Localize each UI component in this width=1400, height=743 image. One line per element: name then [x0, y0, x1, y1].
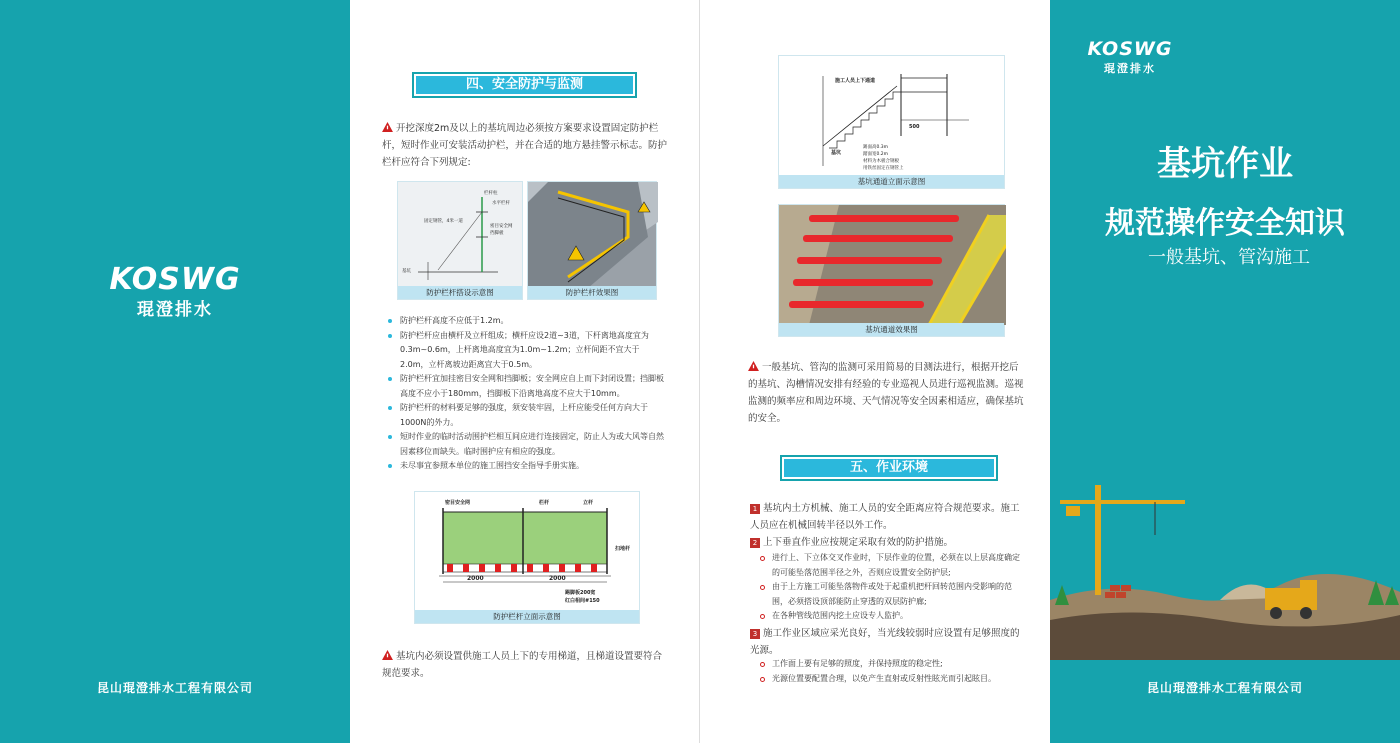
label-fixing: 用铁丝固定在钢管上	[863, 166, 904, 171]
env-item-2-details	[758, 551, 1026, 624]
label-pit: 基坑	[402, 269, 411, 274]
label-post: 立杆	[583, 500, 594, 506]
guardrail-elevation-caption: 防护栏杆立面示意图	[415, 610, 639, 623]
label-span-1: 2000	[467, 575, 484, 582]
warning-icon	[382, 122, 393, 132]
list-item: 未尽事宜参照本单位的施工围挡安全指导手册实施。	[386, 459, 666, 474]
section-4-intro: 开挖深度2m及以上的基坑周边必须按方案要求设置固定防护栏杆，短时作业可安装活动护栏，并在合适的地方悬挂警示标志。防护栏杆应符合下列规定:	[382, 123, 668, 168]
list-item: 光源位置要配置合理，以免产生直射或反射性眩光而引起眩目。	[758, 672, 1026, 687]
logo	[1080, 38, 1180, 76]
label-sweep-bar: 扫地杆	[615, 546, 631, 552]
logo-name: 琨澄排水	[137, 300, 213, 320]
safety-panel	[350, 0, 700, 743]
env-item-3: 3 施工作业区域应采光良好，当光线较弱时应设置有足够照度的光源。	[750, 628, 1020, 656]
passage-render-drawing	[779, 205, 1006, 325]
front-cover-panel	[1050, 0, 1400, 743]
list-item: 短时作业的临时活动围护栏相互间应进行连接固定，防止人为或大风等自然因素移位而缺失。临时围护应有相应的强度。	[386, 430, 666, 459]
env-item-1: 1 基坑内土方机械、施工人员的安全距离应符合规范要求。施工人员应在机械回转半径以外工作。	[750, 503, 1020, 531]
label-kick-board: 踢脚板200宽	[565, 590, 596, 596]
guardrail-diagram-caption: 防护栏杆搭设示意图	[398, 286, 522, 299]
stairway-note: 基坑内必须设置供施工人员上下的专用梯道，且梯道设置要符合规范要求。	[382, 651, 663, 679]
guardrail-elevation	[414, 491, 640, 624]
label-pit: 基坑	[831, 150, 842, 156]
environment-panel	[700, 0, 1050, 743]
env-item-3-details	[758, 657, 1026, 686]
label-rail-post: 栏杆柱	[484, 191, 498, 196]
guardrail-render	[527, 181, 657, 300]
passage-elevation-caption: 基坑通道立面示意图	[779, 175, 1004, 188]
list-item: 由于上方施工可能坠落物件或处于起重机把杆回转范围内受影响的范围，必须搭设顶部能防止穿透的双层防护廊;	[758, 580, 1026, 609]
label-safety-net: 密目安全网	[445, 500, 471, 506]
number-3-icon: 3	[750, 629, 760, 639]
company-name: 昆山琨澄排水工程有限公司	[1146, 681, 1303, 695]
logo-mark: KOSWG	[109, 262, 241, 297]
section-4-title: 四、安全防护与监测	[412, 72, 637, 98]
logo-mark: KOSWG	[1087, 38, 1173, 60]
label-material: 材料为木板合钢板	[863, 159, 899, 164]
guardrail-rules	[386, 314, 666, 474]
list-item: 防护栏杆的材料要足够的强度，须安装牢固，上杆应能受任何方向大于1000N的外力。	[386, 401, 666, 430]
logo	[100, 262, 250, 320]
label-toe-board: 挡脚板	[490, 231, 504, 236]
guardrail-diagram	[397, 181, 523, 300]
logo-name: 琨澄排水	[1104, 62, 1156, 75]
list-item: 在各种管线范围内挖土应设专人监护。	[758, 609, 1026, 624]
guardrail-render-caption: 防护栏杆效果图	[528, 286, 656, 299]
back-cover-panel	[0, 0, 350, 743]
list-item: 防护栏杆应由横杆及立杆组成；横杆应设2道~3道，下杆离地高度宜为0.3m~0.6m，上杆离地高度宜为1.0m~1.2m；立杆间距不宜大于2.0m，立杆离坡边距离宜大于0.5m。	[386, 329, 666, 373]
passage-render	[778, 204, 1005, 337]
monitoring-note: 一般基坑、管沟的监测可采用简易的目测法进行，根据开挖后的基坑、沟槽情况安排有经验的专业巡视人员进行巡视监测。巡视监测的频率应和周边环境、天气情况等安全因素相适应，确保基坑的安全。	[748, 362, 1024, 424]
number-1-icon: 1	[750, 504, 760, 514]
label-riser: 踢面高0.3m	[863, 145, 889, 150]
passage-elevation	[778, 55, 1005, 189]
warning-icon	[382, 650, 393, 660]
guardrail-elevation-drawing	[415, 492, 641, 612]
cover-title: 基坑作业	[1157, 144, 1293, 184]
label-safety-net: 密目安全网	[490, 224, 513, 229]
warning-icon	[748, 361, 759, 371]
list-item: 防护栏杆宜加挂密目安全网和挡脚板；安全网应自上而下封闭设置；挡脚板高度不应小于180mm，挡脚板下沿离地高度不应大于10mm。	[386, 372, 666, 401]
label-500: 500	[909, 124, 920, 130]
construction-illustration	[1050, 480, 1400, 660]
list-item: 进行上、下立体交叉作业时，下层作业的位置，必须在以上层高度确定的可能坠落范围半径之外，否则应设置安全防护层;	[758, 551, 1026, 580]
passage-render-caption: 基坑通道效果图	[779, 323, 1004, 336]
section-5-title: 五、作业环境	[780, 455, 998, 481]
label-fixed-pipe: 固定钢管，4米一道	[424, 219, 463, 224]
label-red-white: 红白相间#150	[565, 598, 600, 604]
env-item-2: 2 上下垂直作业应按规定采取有效的防护措施。	[750, 534, 1028, 551]
guardrail-diagram-drawing	[398, 182, 524, 288]
list-item: 防护栏杆高度不应低于1.2m。	[386, 314, 666, 329]
label-span-2: 2000	[549, 575, 566, 582]
cover-subtitle: 规范操作安全知识	[1105, 206, 1345, 241]
passage-elevation-drawing	[779, 56, 1006, 177]
number-2-icon: 2	[750, 538, 760, 548]
company-name: 昆山琨澄排水工程有限公司	[96, 681, 253, 695]
guardrail-render-drawing	[528, 182, 658, 288]
label-rail: 栏杆	[539, 500, 550, 506]
cover-subtitle-2: 一般基坑、管沟施工	[1148, 247, 1310, 268]
label-tread: 踏面宽0.2m	[863, 152, 889, 157]
list-item: 工作面上要有足够的照度，并保持照度的稳定性;	[758, 657, 1026, 672]
label-passage: 施工人员上下通道	[835, 78, 876, 84]
label-horizontal-rail: 水平栏杆	[492, 201, 510, 206]
